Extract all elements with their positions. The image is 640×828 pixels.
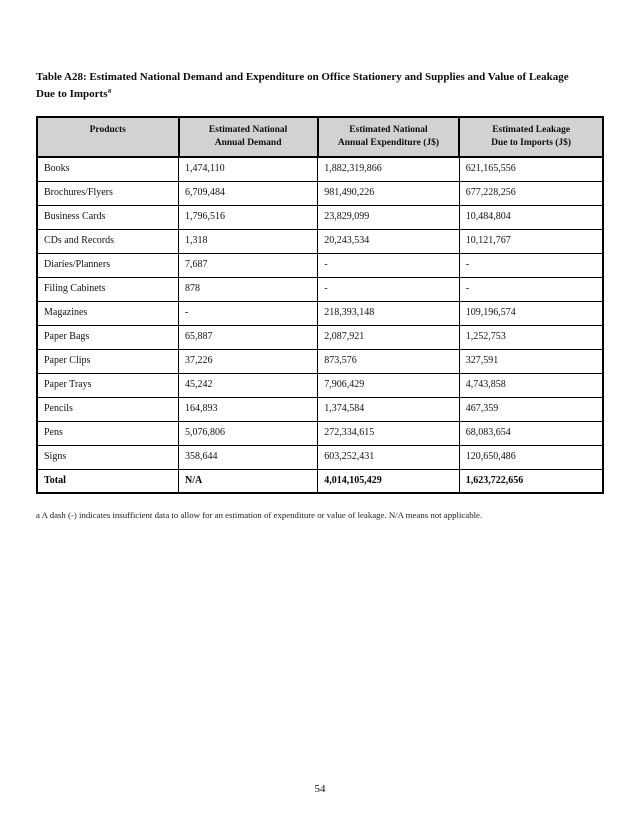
cell-demand: -: [179, 301, 318, 325]
cell-demand: 878: [179, 277, 318, 301]
table-title: [36, 69, 604, 103]
table-row-books: [37, 157, 603, 181]
cell-expenditure: 20,243,534: [318, 229, 460, 253]
cell-product-total: Total: [37, 469, 179, 493]
cell-expenditure: 7,906,429: [318, 373, 460, 397]
cell-expenditure: 1,374,584: [318, 397, 460, 421]
cell-expenditure: -: [318, 253, 460, 277]
col-header-line: Annual Demand: [214, 138, 282, 148]
cell-leakage: 109,196,574: [459, 301, 603, 325]
cell-demand: 358,644: [179, 445, 318, 469]
table-row-cds-records: [37, 229, 603, 253]
cell-demand: 1,796,516: [179, 205, 318, 229]
table-row-brochures: [37, 181, 603, 205]
table-row-diaries-planners: [37, 253, 603, 277]
cell-leakage: 68,083,654: [459, 421, 603, 445]
cell-leakage: 10,121,767: [459, 229, 603, 253]
cell-product: Paper Bags: [37, 325, 179, 349]
col-header-annual-expenditure: [318, 117, 460, 157]
cell-expenditure: 603,252,431: [318, 445, 460, 469]
cell-product: Filing Cabinets: [37, 277, 179, 301]
cell-demand: 164,893: [179, 397, 318, 421]
cell-demand: 6,709,484: [179, 181, 318, 205]
cell-product: Magazines: [37, 301, 179, 325]
cell-expenditure: 873,576: [318, 349, 460, 373]
cell-leakage: 4,743,858: [459, 373, 603, 397]
table-row-pens: [37, 421, 603, 445]
table-row-paper-clips: [37, 349, 603, 373]
cell-expenditure: 2,087,921: [318, 325, 460, 349]
cell-leakage: 120,650,486: [459, 445, 603, 469]
cell-leakage: 1,252,753: [459, 325, 603, 349]
cell-product: Pens: [37, 421, 179, 445]
total-row: [37, 469, 603, 493]
title-footnote-marker: a: [107, 85, 112, 95]
table-title-line2: Due to Imports: [36, 88, 108, 100]
table-title-line1: Table A28: Estimated National Demand and Expenditure on Office Stationery and Supplies and Value of Leakage: [36, 71, 569, 83]
col-header-line: Estimated Leakage: [492, 125, 571, 135]
cell-product: Paper Clips: [37, 349, 179, 373]
cell-product: Paper Trays: [37, 373, 179, 397]
header-row: [37, 117, 603, 157]
cell-leakage: 327,591: [459, 349, 603, 373]
footnote-marker: a: [36, 510, 40, 520]
table-row-filing-cabinets: [37, 277, 603, 301]
cell-leakage: 467,359: [459, 397, 603, 421]
cell-demand: 1,474,110: [179, 157, 318, 181]
cell-demand: 5,076,806: [179, 421, 318, 445]
cell-product: Signs: [37, 445, 179, 469]
table-row-magazines: [37, 301, 603, 325]
national-demand-table: [36, 116, 604, 494]
table-row-pencils: [37, 397, 603, 421]
col-header-products: [37, 117, 179, 157]
cell-product: CDs and Records: [37, 229, 179, 253]
cell-leakage: 10,484,804: [459, 205, 603, 229]
cell-demand: 45,242: [179, 373, 318, 397]
cell-expenditure-total: 4,014,105,429: [318, 469, 460, 493]
cell-expenditure: 272,334,615: [318, 421, 460, 445]
col-header-line: Estimated National: [349, 125, 428, 135]
cell-product: Business Cards: [37, 205, 179, 229]
col-header-line: Products: [89, 125, 126, 135]
footnote: [36, 509, 604, 521]
cell-leakage: -: [459, 253, 603, 277]
cell-expenditure: 1,882,319,866: [318, 157, 460, 181]
cell-product: Books: [37, 157, 179, 181]
cell-expenditure: 981,490,226: [318, 181, 460, 205]
footnote-text: A dash (-) indicates insufficient data to allow for an estimation of expenditure or value of leakage. N/A means not applicable.: [41, 510, 483, 520]
col-header-annual-demand: [179, 117, 318, 157]
col-header-line: Annual Expenditure (J$): [337, 138, 440, 148]
col-header-line: Estimated National: [208, 125, 288, 135]
table-row-paper-trays: [37, 373, 603, 397]
table-row-paper-bags: [37, 325, 603, 349]
cell-expenditure: -: [318, 277, 460, 301]
cell-leakage: 621,165,556: [459, 157, 603, 181]
cell-product: Brochures/Flyers: [37, 181, 179, 205]
cell-expenditure: 23,829,099: [318, 205, 460, 229]
table-row-business-cards: [37, 205, 603, 229]
table-row-signs: [37, 445, 603, 469]
col-header-line: Due to Imports (J$): [491, 138, 572, 148]
cell-leakage: -: [459, 277, 603, 301]
cell-leakage-total: 1,623,722,656: [459, 469, 603, 493]
cell-expenditure: 218,393,148: [318, 301, 460, 325]
col-header-leakage: [459, 117, 603, 157]
page-number: 54: [314, 783, 326, 795]
cell-leakage: 677,228,256: [459, 181, 603, 205]
cell-demand-total: N/A: [179, 469, 318, 493]
cell-product: Pencils: [37, 397, 179, 421]
cell-demand: 7,687: [179, 253, 318, 277]
cell-demand: 65,887: [179, 325, 318, 349]
cell-product: Diaries/Planners: [37, 253, 179, 277]
cell-demand: 37,226: [179, 349, 318, 373]
cell-demand: 1,318: [179, 229, 318, 253]
